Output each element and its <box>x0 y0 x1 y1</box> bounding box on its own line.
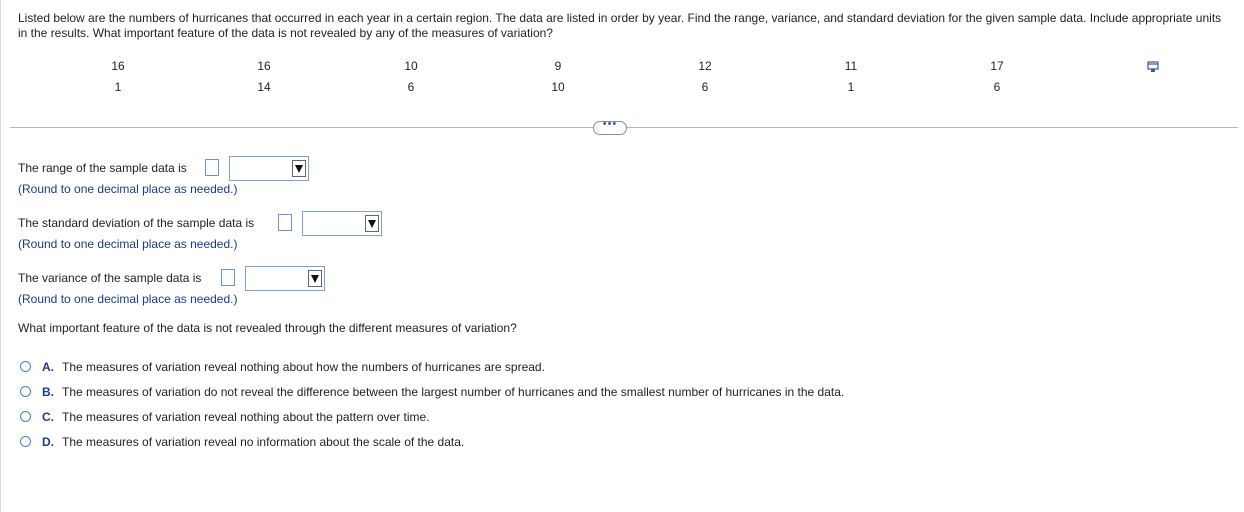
problem-prompt: Listed below are the numbers of hurricanes that occurred in each year in a certain region. The data are listed in order by year. Find the range, variance, and standard deviation for the given sample data. Include appropriate units in the results. What important feature of the data is not revealed by any of the measures of variation? <box>18 11 1222 40</box>
data-cell: 10 <box>551 80 565 94</box>
feature-question: What important feature of the data is not revealed through the different measures of variation? <box>18 321 517 335</box>
variance-units-dropdown[interactable] <box>245 266 325 291</box>
range-answer-input[interactable] <box>205 159 219 176</box>
ellipsis-expander-icon: ••• <box>602 118 618 130</box>
stdev-answer-input[interactable] <box>278 214 292 231</box>
data-cell: 6 <box>701 80 709 94</box>
data-cell: 16 <box>257 59 271 73</box>
data-row-2 <box>0 80 1244 96</box>
stdev-units-dropdown[interactable] <box>302 211 382 236</box>
range-units-dropdown[interactable] <box>229 156 309 181</box>
option-text: The measures of variation reveal no information about the scale of the data. <box>62 435 465 449</box>
data-cell: 17 <box>990 59 1004 73</box>
expand-data-button[interactable] <box>593 118 627 135</box>
chevron-down-icon <box>308 270 322 287</box>
left-border <box>0 0 1 512</box>
stdev-round-hint: (Round to one decimal place as needed.) <box>18 237 238 251</box>
variance-answer-input[interactable] <box>221 269 235 286</box>
chevron-down-icon <box>365 215 379 232</box>
data-cell: 14 <box>257 80 271 94</box>
variance-round-hint: (Round to one decimal place as needed.) <box>18 292 238 306</box>
copy-to-clipboard-icon[interactable] <box>1147 61 1159 73</box>
data-cell: 11 <box>844 59 858 73</box>
variance-question-label: The variance of the sample data is <box>18 271 202 285</box>
radio-button[interactable] <box>20 386 31 397</box>
option-text: The measures of variation reveal nothing about how the numbers of hurricanes are spread. <box>62 360 545 374</box>
option-text: The measures of variation reveal nothing about the pattern over time. <box>62 410 430 424</box>
data-cell: 12 <box>698 59 712 73</box>
radio-button[interactable] <box>20 411 31 422</box>
chevron-down-icon <box>292 160 306 177</box>
option-letter: A. <box>42 360 54 374</box>
data-cell: 1 <box>114 80 122 94</box>
data-cell: 9 <box>554 59 562 73</box>
data-cell: 6 <box>993 80 1001 94</box>
data-cell: 16 <box>111 59 125 73</box>
radio-button[interactable] <box>20 361 31 372</box>
option-text: The measures of variation do not reveal the difference between the largest number of hurricanes and the smallest number of hurricanes in the data. <box>62 385 845 399</box>
range-round-hint: (Round to one decimal place as needed.) <box>18 182 238 196</box>
data-row-1 <box>0 59 1244 75</box>
option-letter: B. <box>42 385 54 399</box>
stdev-question-label: The standard deviation of the sample data is <box>18 216 255 230</box>
option-letter: D. <box>42 435 54 449</box>
data-cell: 10 <box>404 59 418 73</box>
data-cell: 6 <box>407 80 415 94</box>
radio-button[interactable] <box>20 436 31 447</box>
data-cell: 1 <box>847 80 855 94</box>
option-letter: C. <box>42 410 54 424</box>
range-question-label: The range of the sample data is <box>18 161 187 175</box>
